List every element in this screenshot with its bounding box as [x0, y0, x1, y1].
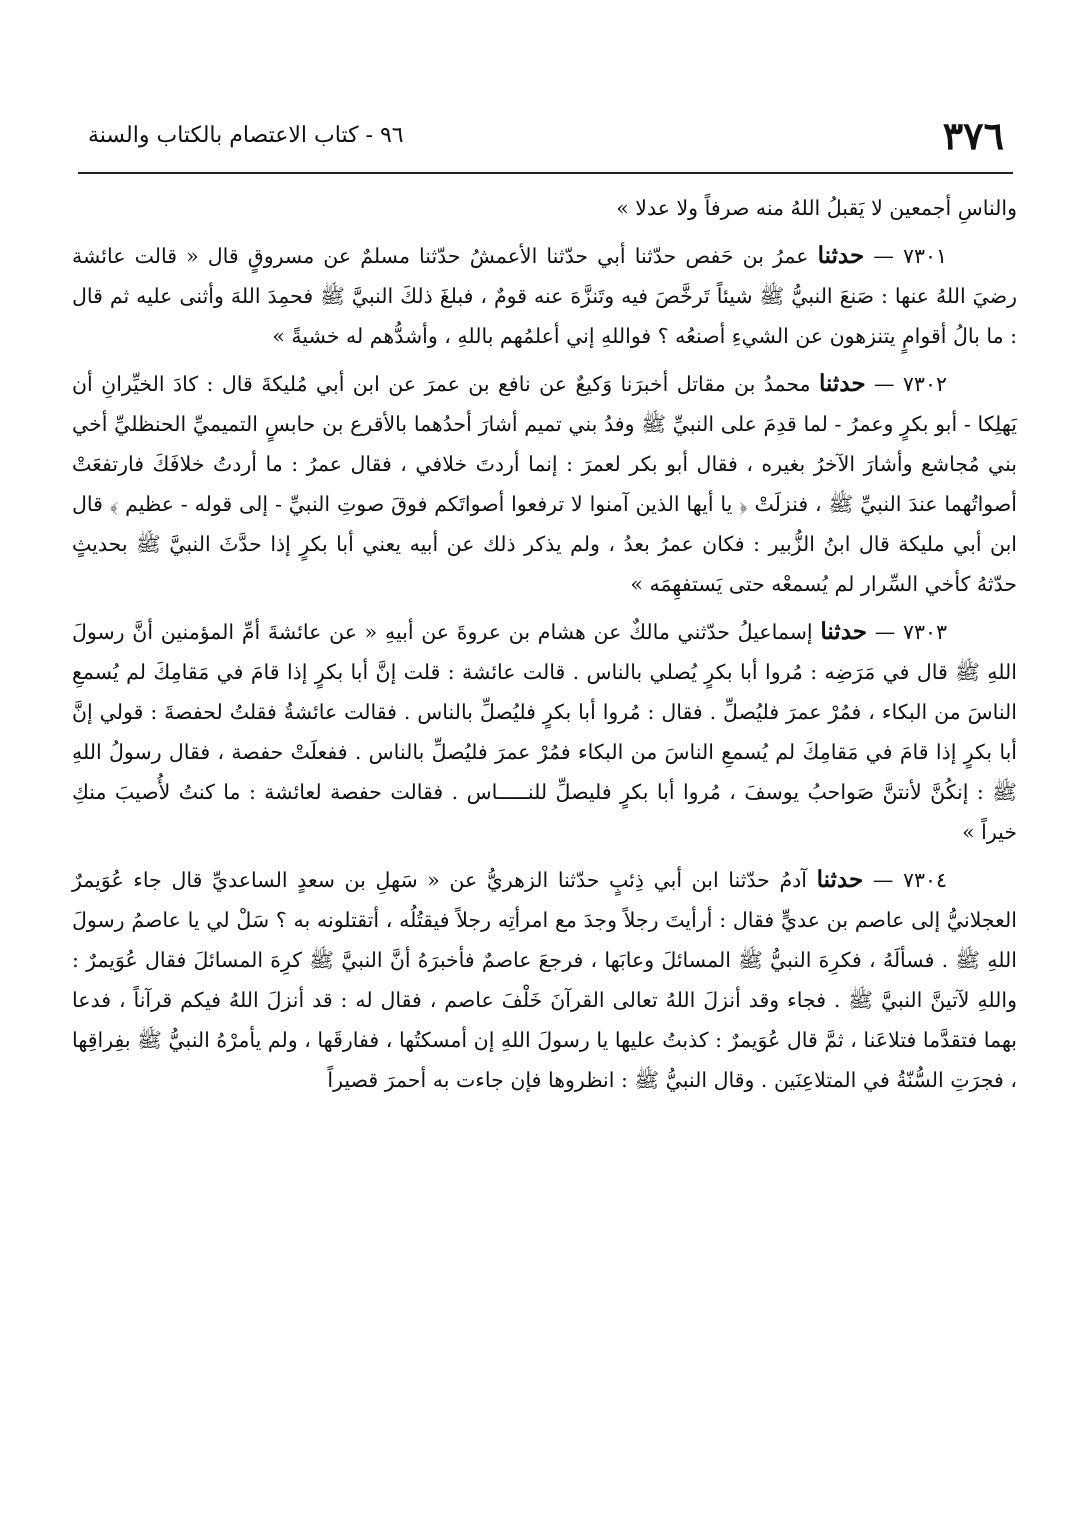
hadith-keyword: حدثنا	[818, 370, 866, 397]
hadith-7302: ٧٣٠٢ — حدثنا محمدُ بن مقاتل أخبرَنا وَكيعٌ عن نافع بن عمرَ عن ابن أبي مُليكةَ قال : كادَ الخيِّرانِ أن يَهلِكا - أبو بكرٍ وعمرُ - لما قدِمَ على النبيِّ ﷺ وفدُ بني تميم أشارَ أحدُهما بالأقرع بن حابسٍ التميميِّ الحنظليِّ أخي بني مُجاشع وأشارَ الآخرُ بغيره ، فقال أبو بكر لعمرَ : إنما أردتَ خلافي ، فقال عمرُ : ما أردتُ خلافَكَ فارتفعَتْ أصواتُهما عندَ النبيِّ ﷺ ، فنزلَتْ ﴿ يا أيها الذين آمنوا لا ترفعوا أصواتَكم فوقَ صوتِ النبيِّ - إلى قوله - عظيم ﴾ قال ابن أبي مليكة قال ابنُ الزُّبير : فكان عمرُ بعدُ ، ولم يذكر ذلك عن أبيه يعني أبا بكرٍ إذا حدَّثَ النبيَّ ﷺ بحديثٍ حدّثهُ كأخي السِّرار لم يُسمعْه حتى يَستفهِمَه »	[72, 370, 1017, 596]
page-body	[72, 188, 1017, 1108]
hadith-number: ٧٣٠٤	[902, 868, 947, 892]
hadith-keyword: حدثنا	[816, 866, 864, 893]
hadith-keyword: حدثنا	[817, 242, 865, 269]
hadith-number: ٧٣٠٣	[902, 620, 947, 644]
hadith-7304: ٧٣٠٤ — حدثنا آدمُ حدّثنا ابن أبي ذِئبٍ حدّثنا الزهريُّ عن « سَهلِ بن سعدٍ الساعديِّ قال جاء عُوَيمرٌ العجلانيُّ إلى عاصم بن عديٍّ فقال : أرأيتَ رجلاً وجدَ مع امرأتِه رجلاً فيقتُلُه ، أتقتلونه به ؟ سَلْ لي يا عاصمُ رسولَ اللهِ ﷺ . فسألَهُ ، فكرِهَ النبيُّ ﷺ المسائلَ وعابَها ، فرجعَ عاصمٌ فأخبرَهُ أنَّ النبيَّ ﷺ كرِهَ المسائلَ فقال عُوَيمرٌ : واللهِ لآتينَّ النبيَّ ﷺ . فجاء وقد أنزلَ اللهُ تعالى القرآنَ خَلْفَ عاصم ، فقال له : قد أنزلَ اللهُ فيكم قرآناً ، فدعا بهما فتقدَّما فتلاعَنا ، ثمَّ قال عُوَيمرٌ : كذبتُ عليها يا رسولَ اللهِ إن أمسكتُها ، ففارقَها ، ولم يأمرْهُ النبيُّ ﷺ بفِراقِها ، فجرَتِ السُّنّةُ في المتلاعِنَين . وقال النبيُّ ﷺ : انظروها فإن جاءت به أحمرَ قصيراً	[72, 866, 1017, 1092]
hadith-number: ٧٣٠٢	[902, 372, 947, 396]
paragraph-text: والناسِ أجمعين لا يَقبلُ اللهُ منه صرفاً ولا عدلا »	[616, 196, 1017, 220]
hadith-text: عمرُ بن حَفص حدّثنا أبي حدّثنا الأعمشُ حدّثنا مسلمٌ عن مسروقٍ قال « قالت عائشة رضيَ اللهُ عنها : صَنعَ النبيُّ ﷺ شيئاً تَرخَّصَ فيه وتَنزَّهَ عنه قومٌ ، فبلغَ ذلكَ النبيَّ ﷺ فحمِدَ اللهَ وأثنى عليه ثم قال : ما بالُ أقوامٍ يتنزهون عن الشيءِ أصنعُه ؟ فواللهِ إني أعلمُهم باللهِ ، وأشدُّهم له خشيةً »	[72, 244, 1017, 348]
hadith-7301: ٧٣٠١ — حدثنا عمرُ بن حَفص حدّثنا أبي حدّثنا الأعمشُ حدّثنا مسلمٌ عن مسروقٍ قال « قالت عائشة رضيَ اللهُ عنها : صَنعَ النبيُّ ﷺ شيئاً تَرخَّصَ فيه وتَنزَّهَ عنه قومٌ ، فبلغَ ذلكَ النبيَّ ﷺ فحمِدَ اللهَ وأثنى عليه ثم قال : ما بالُ أقوامٍ يتنزهون عن الشيءِ أصنعُه ؟ فواللهِ إني أعلمُهم باللهِ ، وأشدُّهم له خشيةً »	[72, 242, 1017, 348]
hadith-number: ٧٣٠١	[902, 244, 947, 268]
hadith-keyword: حدثنا	[820, 618, 867, 645]
running-title: ٩٦ - كتاب الاعتصام بالكتاب والسنة	[88, 123, 404, 148]
hadith-7303: ٧٣٠٣ — حدثنا إسماعيلُ حدّثني مالكٌ عن هشام بن عروةَ عن أبيهِ « عن عائشةَ أمِّ المؤمنين أنَّ رسولَ اللهِ ﷺ قال في مَرَضِه : مُروا أبا بكرٍ يُصلي بالناس . قالت عائشة : قلت إنَّ أبا بكرٍ إذا قامَ في مَقامِكَ لم يُسمعِ الناسَ من البكاء ، فمُرْ عمرَ فليُصلِّ . فقال : مُروا أبا بكرٍ فليُصلِّ بالناس . فقالت عائشةُ فقلتُ لحفصةَ : قولي إنَّ أبا بكرٍ إذا قامَ في مَقامِكَ لم يُسمعِ الناسَ من البكاء فمُرْ عمرَ فليُصلِّ بالناس . ففعلَتْ حفصة ، فقال رسولُ اللهِ ﷺ : إنكُنَّ لأنتنَّ صَواحبُ يوسفَ ، مُروا أبا بكرٍ فليصلِّ للنـــــاس . فقالت حفصة لعائشة : ما كنتُ لأُصيبَ منكِ خيراً »	[72, 618, 1017, 844]
hadith-text: إسماعيلُ حدّثني مالكٌ عن هشام بن عروةَ عن أبيهِ « عن عائشةَ أمِّ المؤمنين أنَّ رسولَ اللهِ ﷺ قال في مَرَضِه : مُروا أبا بكرٍ يُصلي بالناس . قالت عائشة : قلت إنَّ أبا بكرٍ إذا قامَ في مَقامِكَ لم يُسمعِ الناسَ من البكاء ، فمُرْ عمرَ فليُصلِّ . فقال : مُروا أبا بكرٍ فليُصلِّ بالناس . فقالت عائشةُ فقلتُ لحفصةَ : قولي إنَّ أبا بكرٍ إذا قامَ في مَقامِكَ لم يُسمعِ الناسَ من البكاء فمُرْ عمرَ فليُصلِّ بالناس . ففعلَتْ حفصة ، فقال رسولُ اللهِ ﷺ : إنكُنَّ لأنتنَّ صَواحبُ يوسفَ ، مُروا أبا بكرٍ فليصلِّ للنـــــاس . فقالت حفصة لعائشة : ما كنتُ لأُصيبَ منكِ خيراً »	[72, 620, 1017, 844]
page-header	[80, 112, 1004, 160]
page-number: ٣٧٦	[942, 113, 1004, 158]
hadith-text: آدمُ حدّثنا ابن أبي ذِئبٍ حدّثنا الزهريُّ عن « سَهلِ بن سعدٍ الساعديِّ قال جاء عُوَيمرٌ العجلانيُّ إلى عاصم بن عديٍّ فقال : أرأيتَ رجلاً وجدَ مع امرأتِه رجلاً فيقتُلُه ، أتقتلونه به ؟ سَلْ لي يا عاصمُ رسولَ اللهِ ﷺ . فسألَهُ ، فكرِهَ النبيُّ ﷺ المسائلَ وعابَها ، فرجعَ عاصمٌ فأخبرَهُ أنَّ النبيَّ ﷺ كرِهَ المسائلَ فقال عُوَيمرٌ : واللهِ لآتينَّ النبيَّ ﷺ . فجاء وقد أنزلَ اللهُ تعالى القرآنَ خَلْفَ عاصم ، فقال له : قد أنزلَ اللهُ فيكم قرآناً ، فدعا بهما فتقدَّما فتلاعَنا ، ثمَّ قال عُوَيمرٌ : كذبتُ عليها يا رسولَ اللهِ إن أمسكتُها ، ففارقَها ، ولم يأمرْهُ النبيُّ ﷺ بفِراقِها ، فجرَتِ السُّنّةُ في المتلاعِنَين . وقال النبيُّ ﷺ : انظروها فإن جاءت به أحمرَ قصيراً	[72, 868, 1017, 1092]
hadith-text: محمدُ بن مقاتل أخبرَنا وَكيعٌ عن نافع بن عمرَ عن ابن أبي مُليكةَ قال : كادَ الخيِّرانِ أن يَهلِكا - أبو بكرٍ وعمرُ - لما قدِمَ على النبيِّ ﷺ وفدُ بني تميم أشارَ أحدُهما بالأقرع بن حابسٍ التميميِّ الحنظليِّ أخي بني مُجاشع وأشارَ الآخرُ بغيره ، فقال أبو بكر لعمرَ : إنما أردتَ خلافي ، فقال عمرُ : ما أردتُ خلافَكَ فارتفعَتْ أصواتُهما عندَ النبيِّ ﷺ ، فنزلَتْ ﴿ يا أيها الذين آمنوا لا ترفعوا أصواتَكم فوقَ صوتِ النبيِّ - إلى قوله - عظيم ﴾ قال ابن أبي مليكة قال ابنُ الزُّبير : فكان عمرُ بعدُ ، ولم يذكر ذلك عن أبيه يعني أبا بكرٍ إذا حدَّثَ النبيَّ ﷺ بحديثٍ حدّثهُ كأخي السِّرار لم يُسمعْه حتى يَستفهِمَه »	[72, 372, 1017, 596]
paragraph-continuation	[72, 188, 1017, 228]
header-divider	[78, 172, 1013, 174]
